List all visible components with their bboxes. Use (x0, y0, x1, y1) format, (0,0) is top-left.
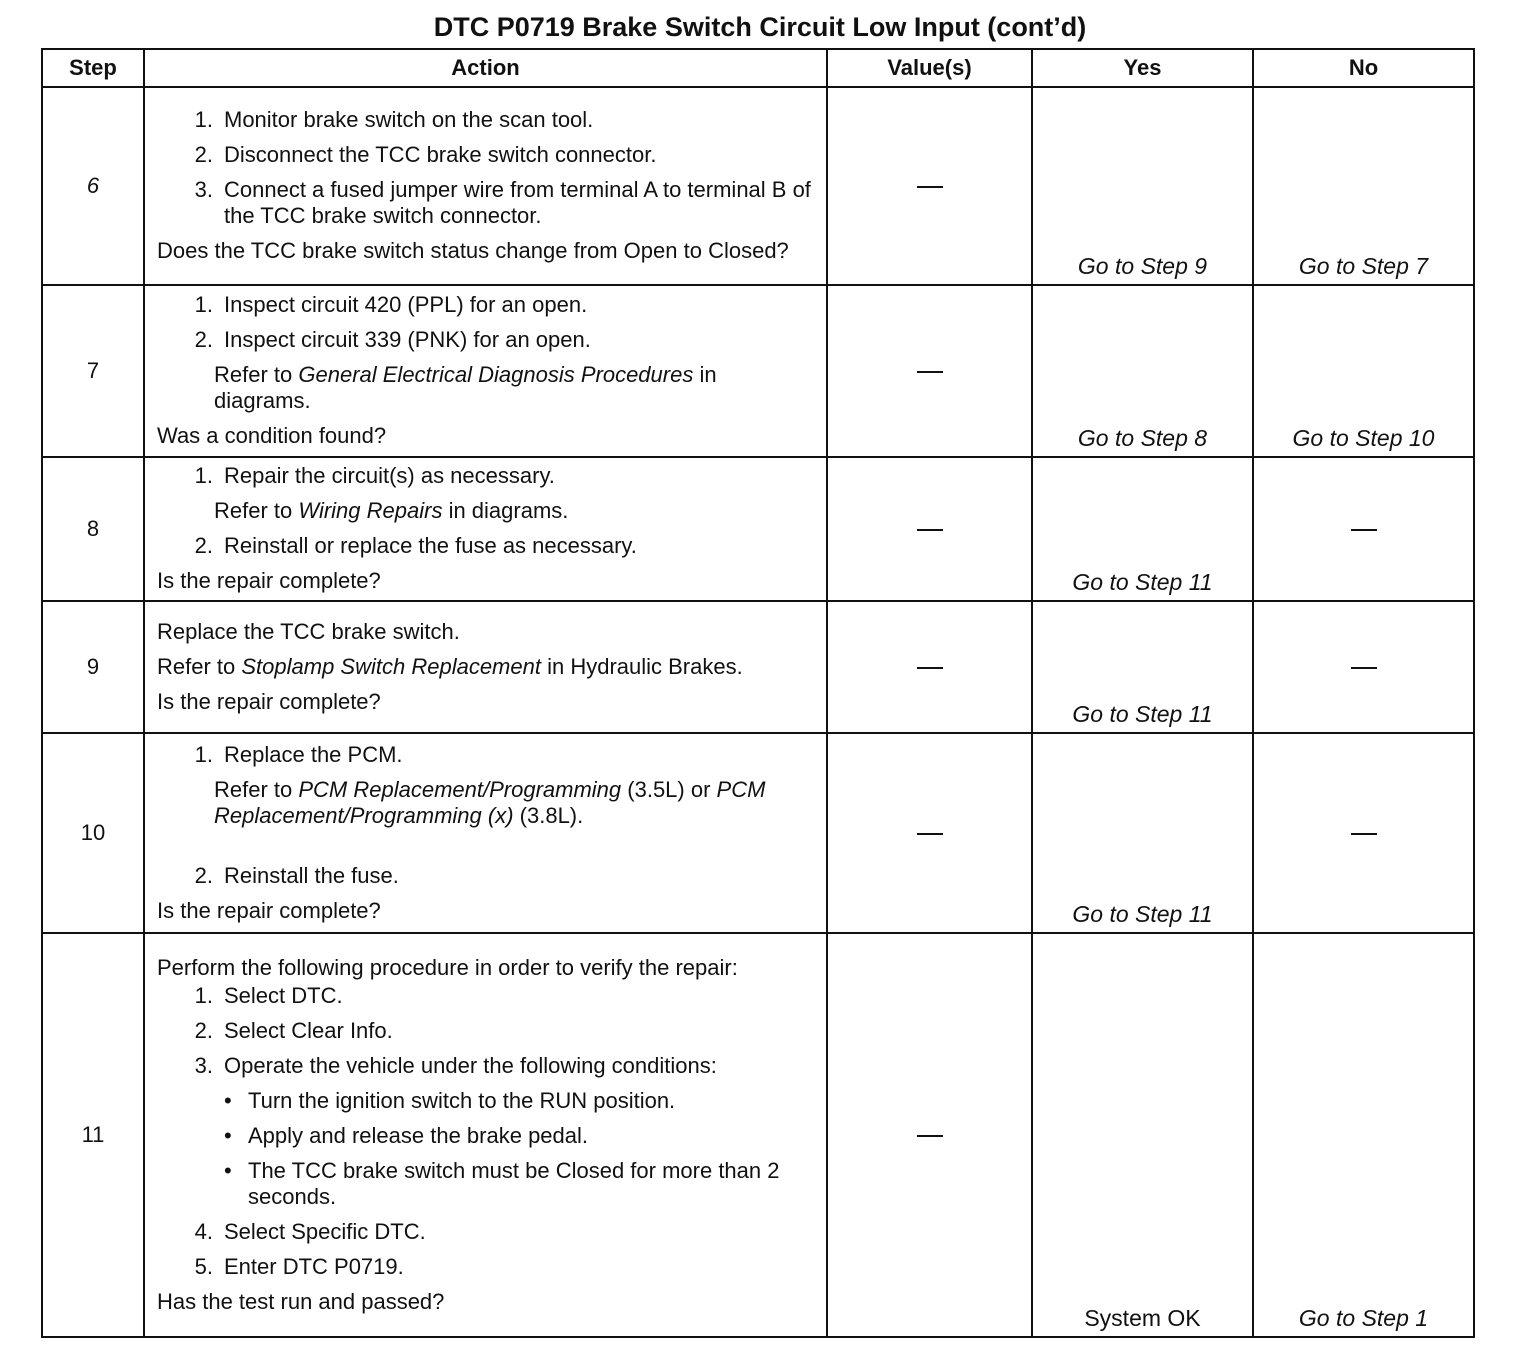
step-number: 10 (42, 733, 144, 933)
value-cell (827, 87, 1032, 285)
yes-result: System OK (1084, 1305, 1201, 1331)
bullet-item: • Turn the ignition switch to the RUN position. (157, 1088, 818, 1114)
no-result: Go to Step 7 (1298, 253, 1429, 279)
header-yes: Yes (1032, 49, 1253, 87)
action-text: Monitor brake switch on the scan tool. (224, 107, 594, 132)
bullet-text: Turn the ignition switch to the RUN position. (248, 1087, 676, 1113)
action-text: Select Clear Info. (224, 1017, 393, 1043)
bullet-item: • The TCC brake switch must be Closed for more than 2 seconds. (157, 1158, 818, 1210)
list-item: 3. Operate the vehicle under the following conditions: (157, 1053, 818, 1079)
no-cell (1253, 601, 1474, 733)
bullet-item: • Apply and release the brake pedal. (157, 1123, 818, 1149)
yes-cell (1032, 733, 1253, 933)
dash-mark (917, 371, 943, 373)
step-number: 11 (42, 933, 144, 1337)
list-item: 2. Disconnect the TCC brake switch connector. (157, 142, 818, 168)
step-number: 9 (42, 601, 144, 733)
action-cell (144, 933, 827, 1337)
table-row (42, 733, 1474, 933)
header-action: Action (144, 49, 827, 87)
table-row (42, 457, 1474, 601)
table-row (42, 87, 1474, 285)
page-title: DTC P0719 Brake Switch Circuit Low Input (cont’d) (433, 12, 1087, 42)
yes-result: Go to Step 9 (1077, 253, 1208, 279)
value-cell (827, 457, 1032, 601)
header-step: Step (42, 49, 144, 87)
value-cell (827, 933, 1032, 1337)
header-values: Value(s) (827, 49, 1032, 87)
yes-cell (1032, 285, 1253, 457)
action-cell (144, 601, 827, 733)
reference-text: Refer to PCM Replacement/Programming (3.5L) or PCM Replacement/Programming (x) (3.8L). (214, 776, 766, 828)
list-item: 2. Inspect circuit 339 (PNK) for an open. (157, 327, 818, 353)
list-item: 3. Connect a fused jumper wire from terminal A to terminal B of the TCC brake switch connector. (157, 177, 818, 229)
step-number: 8 (42, 457, 144, 601)
action-text: Operate the vehicle under the following conditions: (224, 1052, 717, 1078)
dash-mark (917, 1135, 943, 1137)
no-cell (1253, 285, 1474, 457)
dash-mark (917, 186, 943, 188)
value-cell (827, 285, 1032, 457)
dash-mark (1351, 529, 1377, 531)
question-text: Has the test run and passed? (157, 1288, 445, 1314)
intro-text: Perform the following procedure in order to verify the repair: (157, 954, 738, 980)
list-item: 1. Repair the circuit(s) as necessary. (157, 463, 818, 489)
action-cell (144, 733, 827, 933)
list-item: 1. Replace the PCM. (157, 742, 818, 768)
dash-mark (917, 667, 943, 669)
action-text: Select Specific DTC. (224, 1218, 426, 1244)
no-cell (1253, 87, 1474, 285)
reference-text: Refer to Wiring Repairs in diagrams. (214, 498, 569, 523)
value-cell (827, 601, 1032, 733)
header-no: No (1253, 49, 1474, 87)
yes-cell (1032, 87, 1253, 285)
step-number: 6 (42, 87, 144, 285)
action-cell (144, 87, 827, 285)
dash-mark (1351, 667, 1377, 669)
list-item: 2. Reinstall the fuse. (157, 863, 818, 889)
diagnostic-table (41, 48, 1475, 1338)
no-cell (1253, 733, 1474, 933)
list-item: 1. Select DTC. (157, 983, 818, 1009)
no-cell (1253, 457, 1474, 601)
list-item: 2. Select Clear Info. (157, 1018, 818, 1044)
action-text: Reinstall the fuse. (224, 862, 399, 888)
action-cell (144, 285, 827, 457)
list-item: 1. Inspect circuit 420 (PPL) for an open. (157, 292, 818, 318)
action-cell (144, 457, 827, 601)
table-row (42, 601, 1474, 733)
question-text: Was a condition found? (157, 423, 387, 448)
dash-mark (917, 833, 943, 835)
action-text: Connect a fused jumper wire from terminal A to terminal B of the TCC brake switch connector. (224, 177, 811, 228)
list-item: 2. Reinstall or replace the fuse as necessary. (157, 533, 818, 559)
table-row (42, 933, 1474, 1337)
yes-result: Go to Step 11 (1072, 901, 1213, 927)
value-cell (827, 733, 1032, 933)
list-item: 4. Select Specific DTC. (157, 1219, 818, 1245)
question-text: Is the repair complete? (157, 688, 381, 714)
action-text: Repair the circuit(s) as necessary. (224, 463, 555, 488)
reference-text: Refer to Stoplamp Switch Replacement in Hydraulic Brakes. (157, 653, 743, 679)
list-item: 5. Enter DTC P0719. (157, 1254, 818, 1280)
step-number: 7 (42, 285, 144, 457)
yes-result: Go to Step 11 (1072, 701, 1213, 727)
bullet-text: Apply and release the brake pedal. (248, 1122, 589, 1148)
yes-result: Go to Step 11 (1072, 569, 1213, 595)
reference-text: Refer to General Electrical Diagnosis Procedures in diagrams. (214, 362, 717, 413)
yes-cell (1032, 601, 1253, 733)
header-row (42, 49, 1474, 87)
dash-mark (917, 529, 943, 531)
question-text: Is the repair complete? (157, 897, 381, 923)
yes-cell (1032, 457, 1253, 601)
action-text: Enter DTC P0719. (224, 1253, 404, 1279)
action-text: Reinstall or replace the fuse as necessary. (224, 533, 637, 558)
dash-mark (1351, 833, 1377, 835)
action-text: Select DTC. (224, 982, 343, 1008)
action-text: Replace the PCM. (224, 741, 403, 767)
no-result: Go to Step 1 (1298, 1305, 1429, 1331)
table-row (42, 285, 1474, 457)
question-text: Is the repair complete? (157, 568, 381, 593)
question-text: Does the TCC brake switch status change from Open to Closed? (157, 238, 789, 263)
yes-cell (1032, 933, 1253, 1337)
action-text: Replace the TCC brake switch. (157, 618, 460, 644)
action-text: Inspect circuit 339 (PNK) for an open. (224, 327, 591, 352)
list-item: 1. Monitor brake switch on the scan tool. (157, 107, 818, 133)
no-cell (1253, 933, 1474, 1337)
bullet-text: The TCC brake switch must be Closed for more than 2 seconds. (248, 1157, 780, 1209)
action-text: Inspect circuit 420 (PPL) for an open. (224, 292, 588, 317)
no-result: Go to Step 10 (1292, 425, 1435, 451)
yes-result: Go to Step 8 (1077, 425, 1208, 451)
action-text: Disconnect the TCC brake switch connector. (224, 142, 657, 167)
